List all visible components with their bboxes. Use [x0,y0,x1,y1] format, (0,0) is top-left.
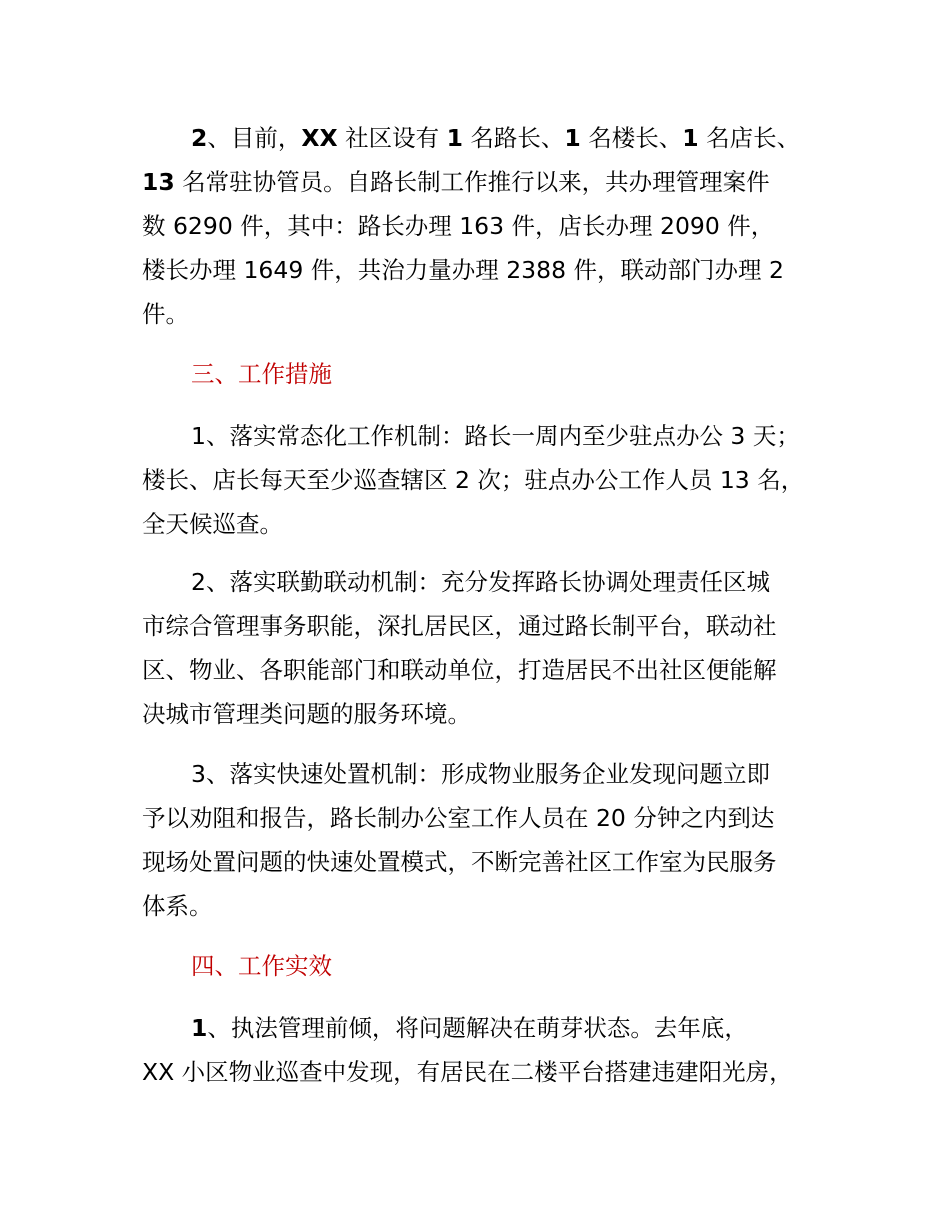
text-line: 2、目前，XX 社区设有 1 名路长、1 名楼长、1 名店长、 [191,124,801,152]
heading-text: 四、工作实效 [191,952,332,980]
text-line: 楼长、店长每天至少巡查辖区 2 次；驻点办公工作人员 13 名， [142,466,805,494]
text-line: 现场处置问题的快速处置模式，不断完善社区工作室为民服务 [142,848,777,876]
text-line: 1、执法管理前倾，将问题解决在萌芽状态。去年底， [191,1014,748,1042]
text-line: 数 6290 件，其中：路长办理 163 件，店长办理 2090 件， [142,212,775,240]
section-heading-results [142,944,842,988]
text-line: 2、落实联勤联动机制：充分发挥路长协调处理责任区城 [191,568,770,596]
text-line: 区、物业、各职能部门和联动单位，打造居民不出社区便能解 [142,656,777,684]
text-line: 决城市管理类问题的服务环境。 [142,700,471,728]
paragraph-measure-1 [142,414,842,546]
section-heading-measures [142,352,842,396]
text-line: 1、落实常态化工作机制：路长一周内至少驻点办公 3 天； [191,422,800,450]
text-line: 件。 [142,300,189,328]
paragraph-result-1 [142,1006,842,1094]
paragraph-case-statistics [142,116,842,336]
text-line: 体系。 [142,892,213,920]
text-line: 予以劝阻和报告，路长制办公室工作人员在 20 分钟之内到达 [142,804,775,832]
text-line: 13 名常驻协管员。自路长制工作推行以来，共办理管理案件 [142,168,770,196]
text-line: 楼长办理 1649 件，共治力量办理 2388 件，联动部门办理 2 [142,256,784,284]
text-line: 全天候巡查。 [142,510,283,538]
paragraph-measure-2 [142,560,842,736]
text-line: 3、落实快速处置机制：形成物业服务企业发现问题立即 [191,760,770,788]
paragraph-measure-3 [142,752,842,928]
heading-text: 三、工作措施 [191,360,332,388]
text-line: 市综合管理事务职能，深扎居民区，通过路长制平台，联动社 [142,612,777,640]
text-line: XX 小区物业巡查中发现，有居民在二楼平台搭建违建阳光房， [142,1058,793,1086]
